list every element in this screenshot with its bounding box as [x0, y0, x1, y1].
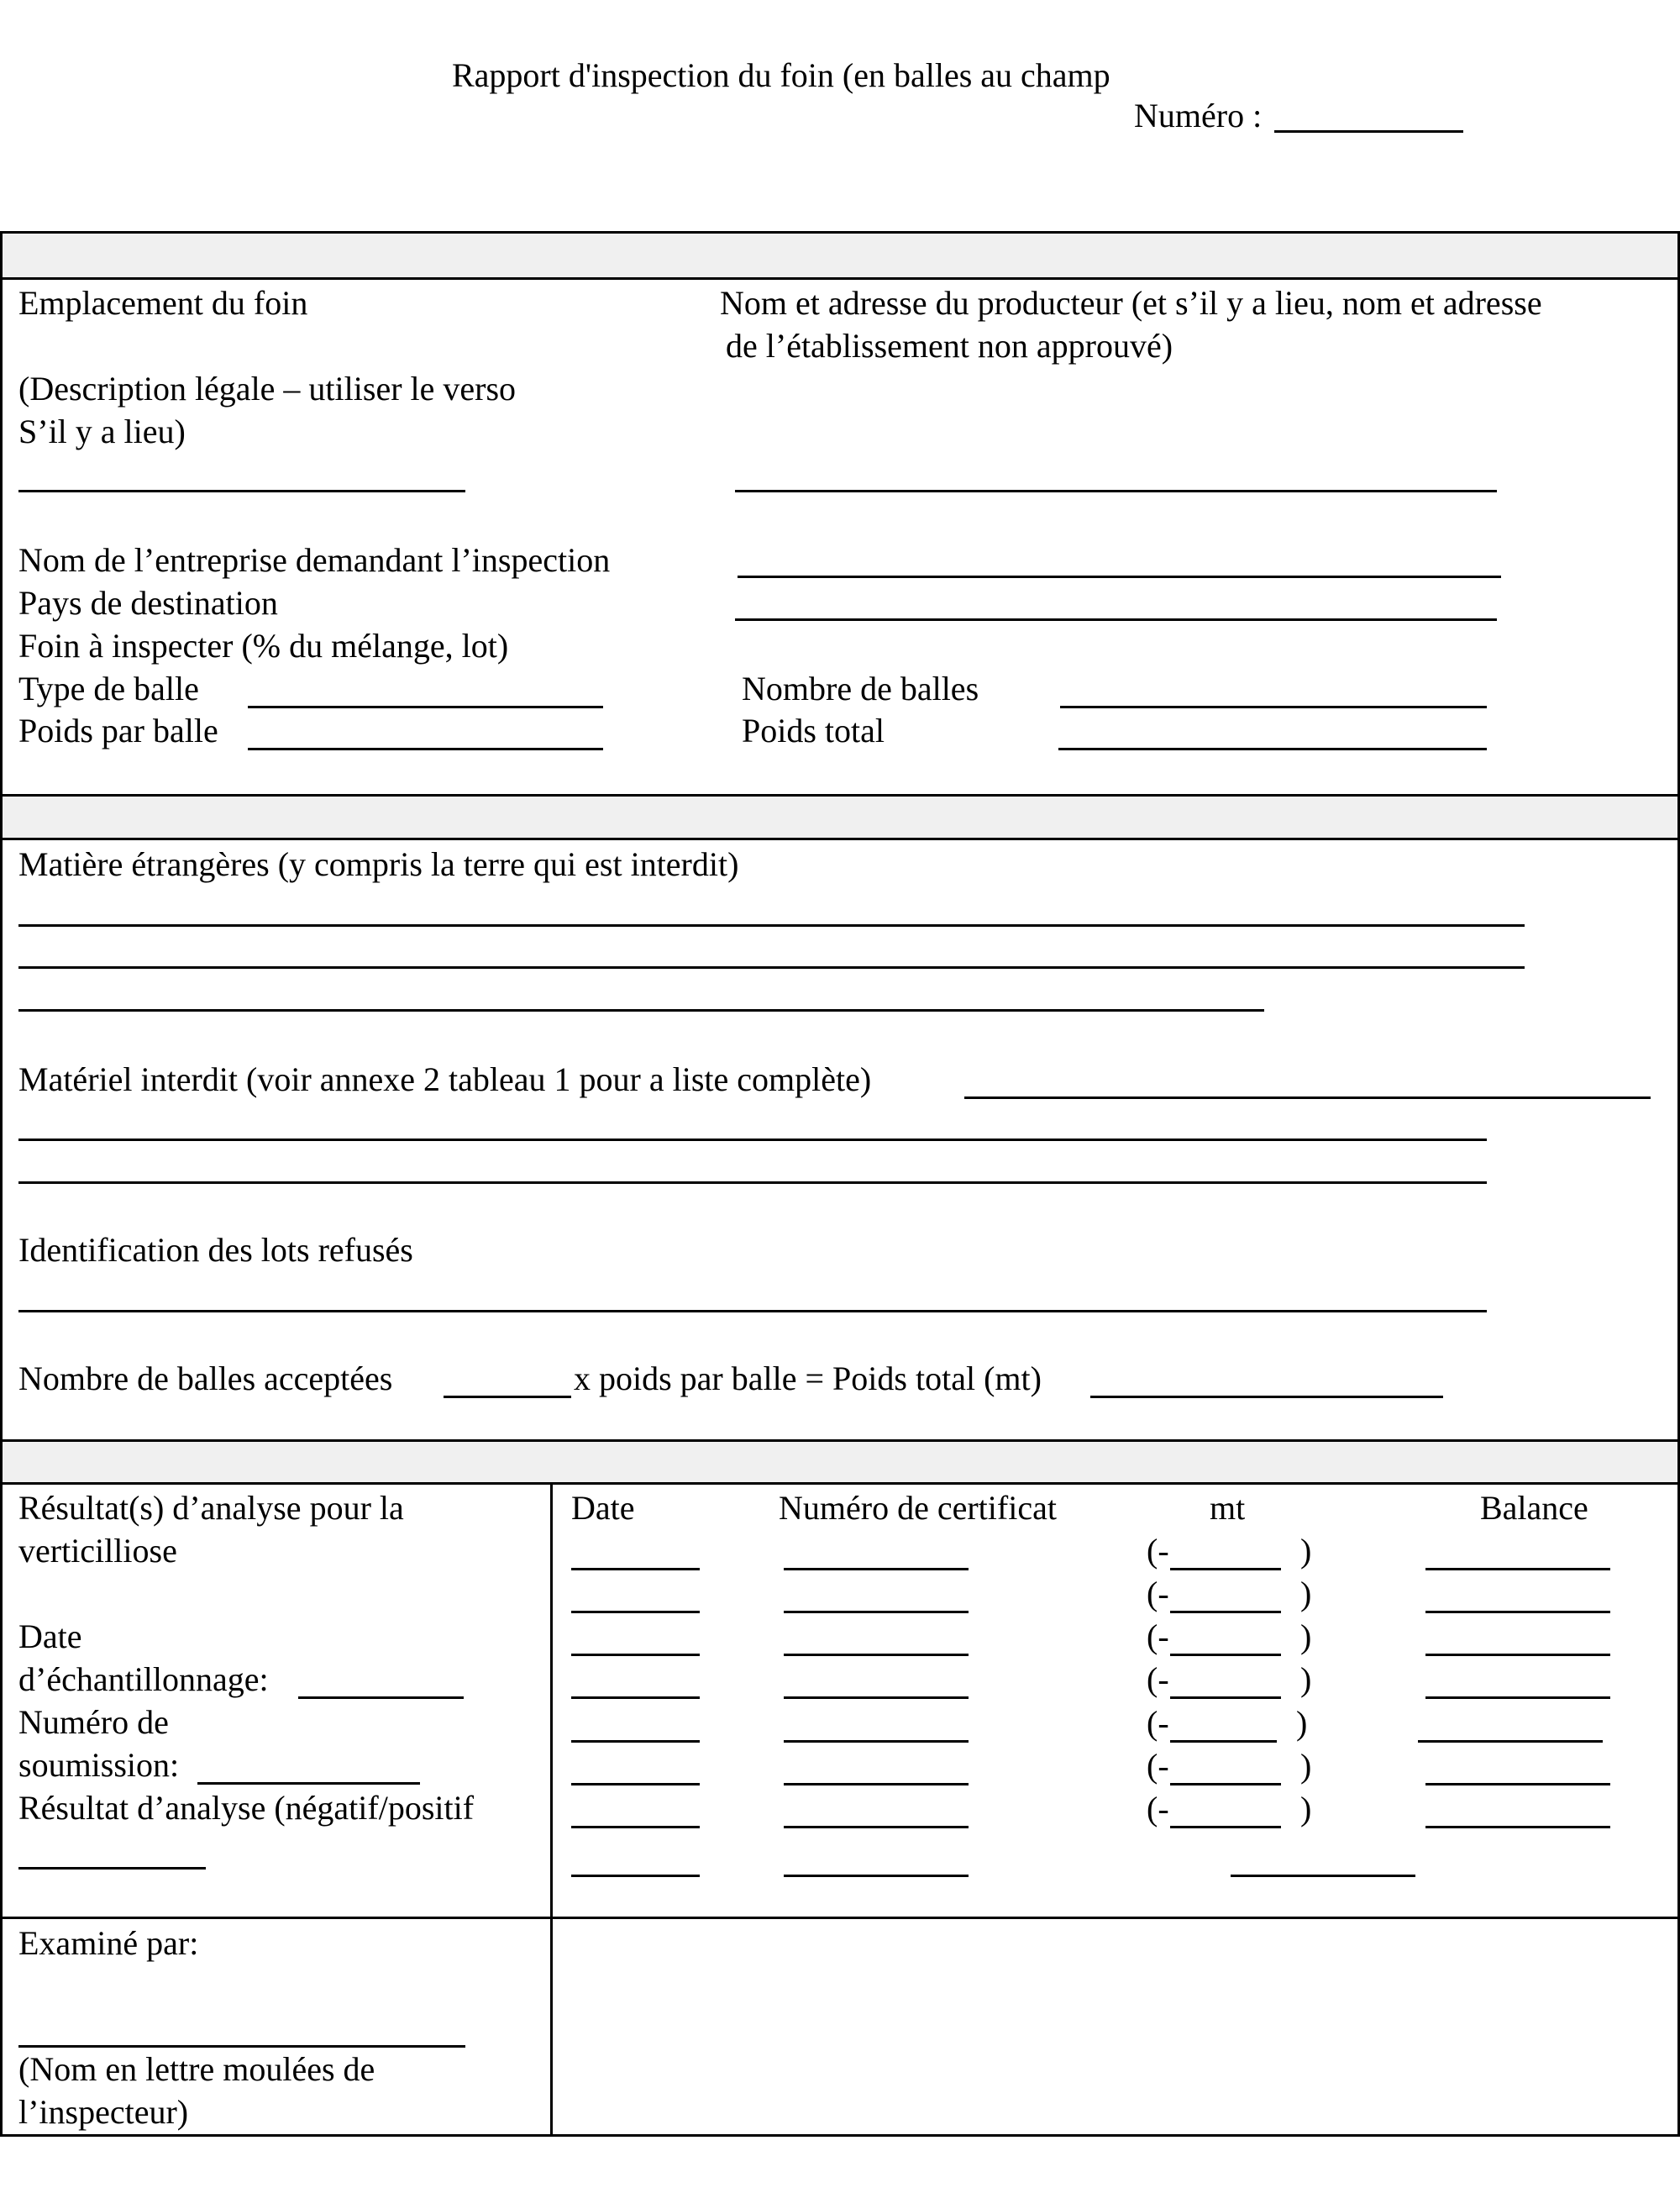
mt-field[interactable]	[1170, 1696, 1281, 1699]
analysis-result-label: Résultat d’analyse (négatif/positif	[18, 1789, 475, 1827]
mt-close-paren: )	[1300, 1575, 1312, 1612]
producer-field-2[interactable]	[738, 576, 1501, 578]
certificate-field[interactable]	[784, 1783, 969, 1785]
date-field[interactable]	[571, 1783, 700, 1785]
form-table	[0, 231, 1680, 2137]
date-field[interactable]	[571, 1568, 700, 1570]
accepted-total-weight-field[interactable]	[1090, 1396, 1443, 1398]
producer-field-3[interactable]	[735, 618, 1497, 621]
balance-field[interactable]	[1425, 1696, 1610, 1699]
mt-field[interactable]	[1170, 1826, 1281, 1828]
prohibited-material-line-2[interactable]	[18, 1181, 1487, 1184]
balance-field[interactable]	[1425, 1654, 1610, 1656]
balance-field[interactable]	[1425, 1568, 1610, 1570]
legal-description-note: (Description légale – utiliser le verso	[18, 370, 517, 408]
section-band-3	[0, 1439, 1680, 1485]
accepted-weight-formula: x poids par balle = Poids total (mt)	[574, 1359, 1042, 1397]
certificate-field[interactable]	[784, 1696, 969, 1699]
mt-field[interactable]	[1170, 1740, 1277, 1743]
accepted-bales-label: Nombre de balles acceptées	[18, 1359, 393, 1397]
country-label: Pays de destination	[18, 584, 278, 622]
submission-number-label: Numéro de	[18, 1703, 169, 1741]
certificate-field[interactable]	[784, 1875, 969, 1877]
prohibited-material-label: Matériel interdit (voir annexe 2 tableau 1 pour a liste complète)	[18, 1060, 872, 1098]
date-field[interactable]	[571, 1875, 700, 1877]
column-divider	[550, 1483, 553, 2137]
prohibited-material-line-1[interactable]	[18, 1139, 1487, 1141]
foreign-matter-line-1[interactable]	[18, 924, 1525, 927]
producer-field-1[interactable]	[735, 490, 1497, 492]
bale-weight-label: Poids par balle	[18, 712, 218, 749]
certificate-field[interactable]	[784, 1740, 969, 1743]
mt-close-paren: )	[1300, 1790, 1312, 1828]
bale-type-label: Type de balle	[18, 670, 199, 707]
producer-label: Nom et adresse du producteur (et s’il y a lieu, nom et adresse	[720, 284, 1542, 322]
column-header-date: Date	[571, 1489, 635, 1527]
date-field[interactable]	[571, 1654, 700, 1656]
inspector-name-field[interactable]	[18, 2045, 465, 2048]
analysis-results-label-2: verticilliose	[18, 1532, 177, 1570]
section-band-1	[0, 231, 1680, 280]
analysis-result-field[interactable]	[18, 1867, 206, 1870]
submission-number-field[interactable]	[197, 1782, 420, 1785]
bale-count-label: Nombre de balles	[742, 670, 979, 707]
balance-field[interactable]	[1425, 1826, 1610, 1828]
mt-open-paren: (-	[1147, 1790, 1169, 1828]
certificate-field[interactable]	[784, 1611, 969, 1613]
mt-close-paren: )	[1300, 1617, 1312, 1655]
location-label: Emplacement du foin	[18, 284, 308, 322]
certificate-field[interactable]	[784, 1826, 969, 1828]
foreign-matter-line-2[interactable]	[18, 966, 1525, 969]
total-weight-label: Poids total	[742, 712, 885, 749]
balance-field[interactable]	[1425, 1611, 1610, 1613]
mt-total-field[interactable]	[1231, 1875, 1415, 1877]
mt-open-paren: (-	[1147, 1532, 1169, 1570]
refused-lots-field[interactable]	[18, 1310, 1487, 1312]
report-number-field[interactable]	[1274, 130, 1463, 133]
date-field[interactable]	[571, 1740, 700, 1743]
accepted-bales-field[interactable]	[444, 1396, 571, 1398]
mt-open-paren: (-	[1147, 1704, 1169, 1742]
balance-field[interactable]	[1425, 1783, 1610, 1785]
prohibited-material-field[interactable]	[964, 1096, 1651, 1099]
sampling-date-field[interactable]	[298, 1696, 464, 1699]
column-header-balance: Balance	[1480, 1489, 1588, 1527]
examined-by-label: Examiné par:	[18, 1924, 199, 1962]
row-divider-examined	[0, 1917, 1680, 1919]
mt-open-paren: (-	[1147, 1747, 1169, 1785]
balance-field[interactable]	[1418, 1740, 1603, 1743]
mt-field[interactable]	[1170, 1654, 1281, 1656]
mt-close-paren: )	[1296, 1704, 1308, 1742]
mt-field[interactable]	[1170, 1783, 1281, 1785]
refused-lots-label: Identification des lots refusés	[18, 1231, 413, 1269]
analysis-results-label: Résultat(s) d’analyse pour la	[18, 1489, 404, 1527]
foreign-matter-line-3[interactable]	[18, 1009, 1264, 1012]
mt-field[interactable]	[1170, 1611, 1281, 1613]
foreign-matter-label: Matière étrangères (y compris la terre qui est interdit)	[18, 845, 739, 883]
certificate-field[interactable]	[784, 1654, 969, 1656]
document-title: Rapport d'inspection du foin (en balles au champ	[452, 56, 1110, 94]
mt-close-paren: )	[1300, 1747, 1312, 1785]
certificate-field[interactable]	[784, 1568, 969, 1570]
submission-number-label-2: soumission:	[18, 1746, 180, 1784]
section-band-2	[0, 794, 1680, 840]
bale-type-field[interactable]	[248, 706, 603, 708]
report-number-label: Numéro :	[1134, 97, 1263, 134]
mt-open-paren: (-	[1147, 1575, 1169, 1612]
location-field[interactable]	[18, 490, 465, 492]
mt-field[interactable]	[1170, 1568, 1281, 1570]
bale-weight-field[interactable]	[248, 748, 603, 750]
inspector-name-note-2: l’inspecteur)	[18, 2093, 189, 2131]
mt-open-paren: (-	[1147, 1660, 1169, 1698]
column-header-mt: mt	[1210, 1489, 1246, 1527]
legal-description-note-2: S’il y a lieu)	[18, 413, 186, 450]
mt-close-paren: )	[1300, 1532, 1312, 1570]
date-field[interactable]	[571, 1696, 700, 1699]
date-field[interactable]	[571, 1611, 700, 1613]
inspector-name-note: (Nom en lettre moulées de	[18, 2050, 375, 2088]
mt-open-paren: (-	[1147, 1617, 1169, 1655]
company-label: Nom de l’entreprise demandant l’inspection	[18, 541, 611, 579]
hay-to-inspect-label: Foin à inspecter (% du mélange, lot)	[18, 627, 509, 665]
sampling-date-label-2: d’échantillonnage:	[18, 1660, 269, 1698]
sampling-date-label: Date	[18, 1617, 82, 1655]
bale-count-field[interactable]	[1060, 706, 1487, 708]
column-header-certificate: Numéro de certificat	[779, 1489, 1057, 1527]
producer-label-2: de l’établissement non approuvé)	[726, 327, 1173, 365]
date-field[interactable]	[571, 1826, 700, 1828]
total-weight-field[interactable]	[1058, 748, 1487, 750]
mt-close-paren: )	[1300, 1660, 1312, 1698]
